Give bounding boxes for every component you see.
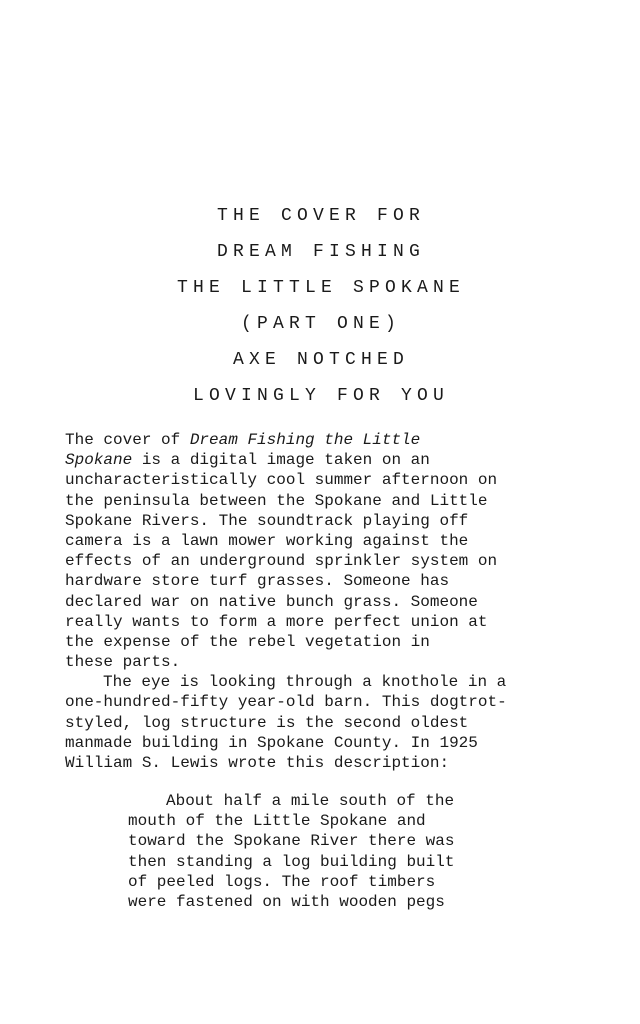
title-line: AXE NOTCHED (232, 350, 410, 370)
title-line: THE COVER FOR (216, 206, 426, 226)
book-title-italic: Dream Fishing the Little (189, 431, 421, 449)
body-line: manmade building in Spokane County. In 1925 (65, 733, 478, 752)
title-line: DREAM FISHING (216, 242, 426, 262)
body-line: the expense of the rebel vegetation in (65, 632, 430, 651)
body-line: these parts. (65, 653, 181, 672)
body-line: Spokane Rivers. The soundtrack playing off (65, 511, 469, 530)
title-line: LOVINGLY FOR YOU (192, 386, 450, 406)
body-text-run: The cover of (65, 431, 190, 449)
quote-line: of peeled logs. The roof timbers (128, 872, 436, 891)
body-line: hardware store turf grasses. Someone has (65, 572, 450, 591)
block-quote (128, 791, 548, 912)
quote-line: toward the Spokane River there was (128, 832, 455, 851)
book-title-italic: Spokane (65, 451, 133, 470)
body-line: one-hundred-fifty year-old barn. This dogtrot- (65, 693, 507, 712)
body-line: The eye is looking through a knothole in a (103, 673, 507, 692)
body-line: the peninsula between the Spokane and Little (65, 491, 488, 510)
quote-line: then standing a log building built (128, 852, 455, 871)
body-line: really wants to form a more perfect union at (65, 612, 488, 631)
body-line: declared war on native bunch grass. Someone (65, 592, 478, 611)
body-line: William S. Lewis wrote this description: (65, 754, 450, 772)
quote-line: were fastened on with wooden pegs (128, 892, 445, 911)
chapter-title (0, 198, 640, 414)
body-line: effects of an underground sprinkler system on (65, 552, 498, 571)
body-line (65, 430, 585, 450)
body-line (65, 450, 585, 470)
body-line: camera is a lawn mower working against the (65, 531, 469, 550)
title-line: (PART ONE) (240, 314, 402, 334)
body-text (65, 430, 585, 773)
quote-line: About half a mile south of the (166, 792, 455, 810)
quote-line: mouth of the Little Spokane and (128, 812, 426, 831)
body-line: styled, log structure is the second oldest (65, 713, 469, 732)
body-text-run: is a digital image taken on an (132, 451, 430, 470)
body-line: uncharacteristically cool summer afternoon on (65, 471, 498, 490)
title-line: THE LITTLE SPOKANE (176, 278, 466, 298)
